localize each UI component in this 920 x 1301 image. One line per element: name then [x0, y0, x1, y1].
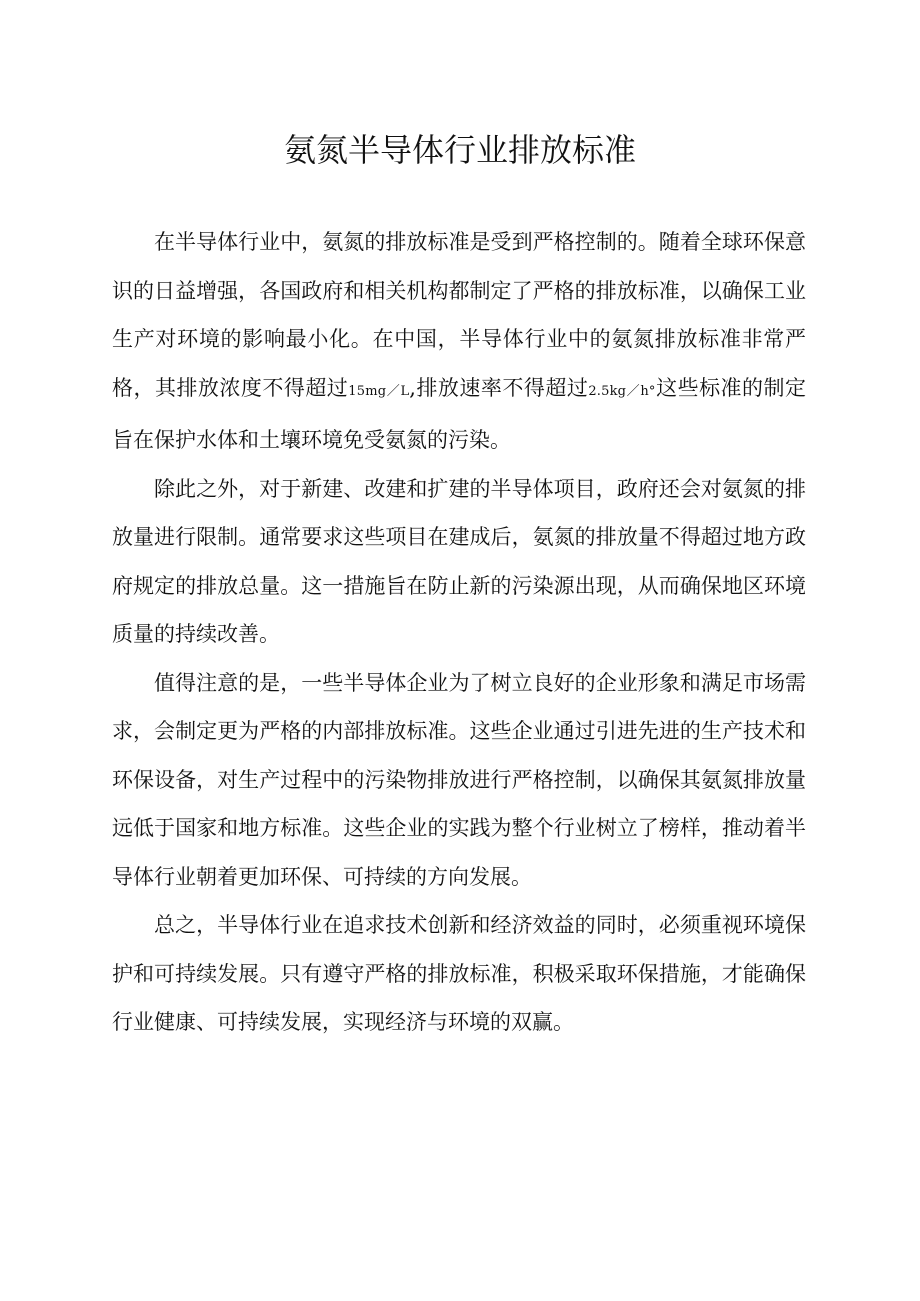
paragraph-1-text: 在半导体行业中，氨氮的排放标准是受到严格控制的。随着全球环保意识的日益增强，各国政府和相关机构都制定了严格的排放标准，以确保工业生产对环境的影响最小化。在中国，半导体行业中的氨氮排放标准非常严格，其排放浓度不得超过: [112, 230, 806, 400]
document-title: 氨氮半导体行业排放标准: [283, 131, 636, 169]
paragraph-3: 值得注意的是，一些半导体企业为了树立良好的企业形象和满足市场需求，会制定更为严格的内部排放标准。这些企业通过引进先进的生产技术和环保设备，对生产过程中的污染物排放进行严格控制，以确保其氨氮排放量远低于国家和地方标准。这些企业的实践为整个行业树立了榜样，推动着半导体行业朝着更加环保、可持续的方向发展。: [112, 670, 806, 889]
paragraph-1: [112, 218, 806, 465]
concentration-limit-value: 15mg／L: [348, 383, 410, 399]
paragraph-1-end-text: 这些标准的制定旨在保护水体和土壤环境免受氨氮的污染。: [112, 375, 806, 452]
paragraph-2: 除此之外，对于新建、改建和扩建的半导体项目，政府还会对氨氮的排放量进行限制。通常要求这些项目在建成后，氨氮的排放量不得超过地方政府规定的排放总量。这一措施旨在防止新的污染源出现，从而确保地区环境质量的持续改善。: [112, 476, 806, 646]
paragraph-4: 总之，半导体行业在追求技术创新和经济效益的同时，必须重视环境保护和可持续发展。只有遵守严格的排放标准，积极采取环保措施，才能确保行业健康、可持续发展，实现经济与环境的双赢。: [112, 913, 806, 1034]
paragraph-1-middle-text: ,排放速率不得超过: [409, 375, 589, 400]
rate-limit-value: 2.5kg／h°: [588, 383, 656, 399]
document-body: [112, 218, 806, 1047]
